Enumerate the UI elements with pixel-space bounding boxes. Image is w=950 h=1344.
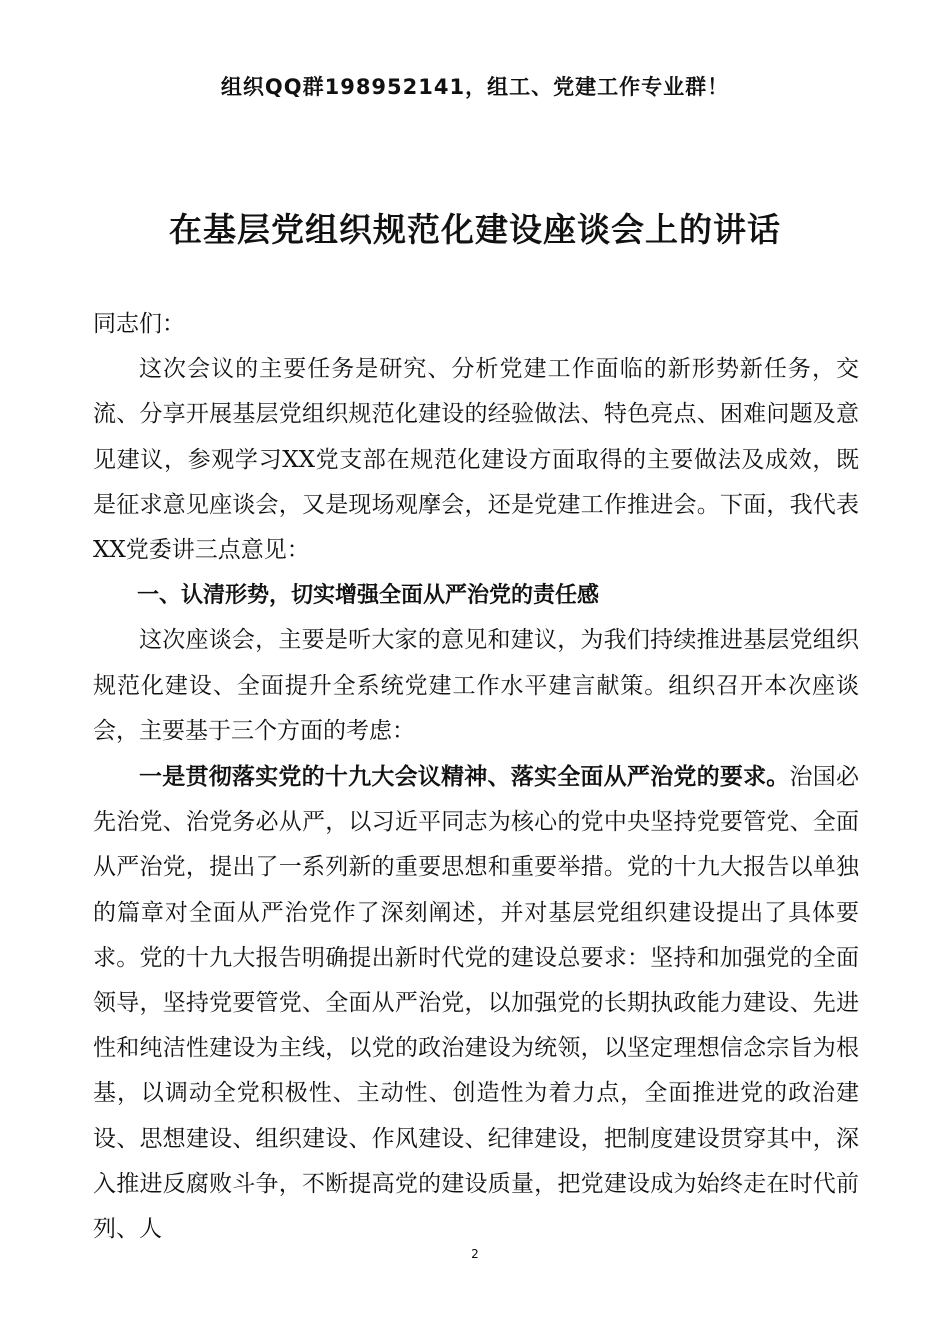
intro-paragraph: 这次会议的主要任务是研究、分析党建工作面临的新形势新任务，交流、分享开展基层党组织规范化建设的经验做法、特色亮点、困难问题及意见建议，参观学习XX党支部在规范化建设方面取得的主要做法及成效，既是征求意见座谈会，又是现场观摩会，还是党建工作推进会。下面，我代表XX党委讲三点意见：	[93, 356, 859, 564]
document-title: 在基层党组织规范化建设座谈会上的讲话	[169, 210, 781, 249]
section-1-paragraph: 这次座谈会，主要是听大家的意见和建议，为我们持续推进基层党组织规范化建设、全面提升全系统党建工作水平建言献策。组织召开本次座谈会，主要基于三个方面的考虑：	[93, 627, 859, 744]
header-banner: 组织QQ群198952141，组工、党建工作专业群！	[220, 75, 730, 99]
document-body	[93, 302, 859, 1252]
point-1-lead: 一是贯彻落实党的十九大会议精神、落实全面从严治党的要求。	[139, 763, 790, 791]
page-number: 2	[471, 1247, 479, 1261]
section-heading-1: 一、认清形势，切实增强全面从严治党的责任感	[137, 583, 600, 609]
point-1-body: 治国必先治党、治党务必从严，以习近平同志为核心的党中央坚持党要管党、全面从严治党，提出了一系列新的重要思想和重要举措。党的十九大报告以单独的篇章对全面从严治党作了深刻阐述，并对基层党组织建设提出了具体要求。党的十九大报告明确提出新时代党的建设总要求：坚持和加强党的全面领导，坚持党要管党、全面从严治党，以加强党的长期执政能力建设、先进性和纯洁性建设为主线，以党的政治建设为统领，以坚定理想信念宗旨为根基，以调动全党积极性、主动性、创造性为着力点，全面推进党的政治建设、思想建设、组织建设、作风建设、纪律建设，把制度建设贯穿其中，深入推进反腐败斗争，不断提高党的建设质量，把党建设成为始终走在时代前列、人	[93, 764, 860, 1243]
salutation: 同志们：	[93, 311, 185, 337]
section-1-point-1	[93, 754, 859, 1252]
